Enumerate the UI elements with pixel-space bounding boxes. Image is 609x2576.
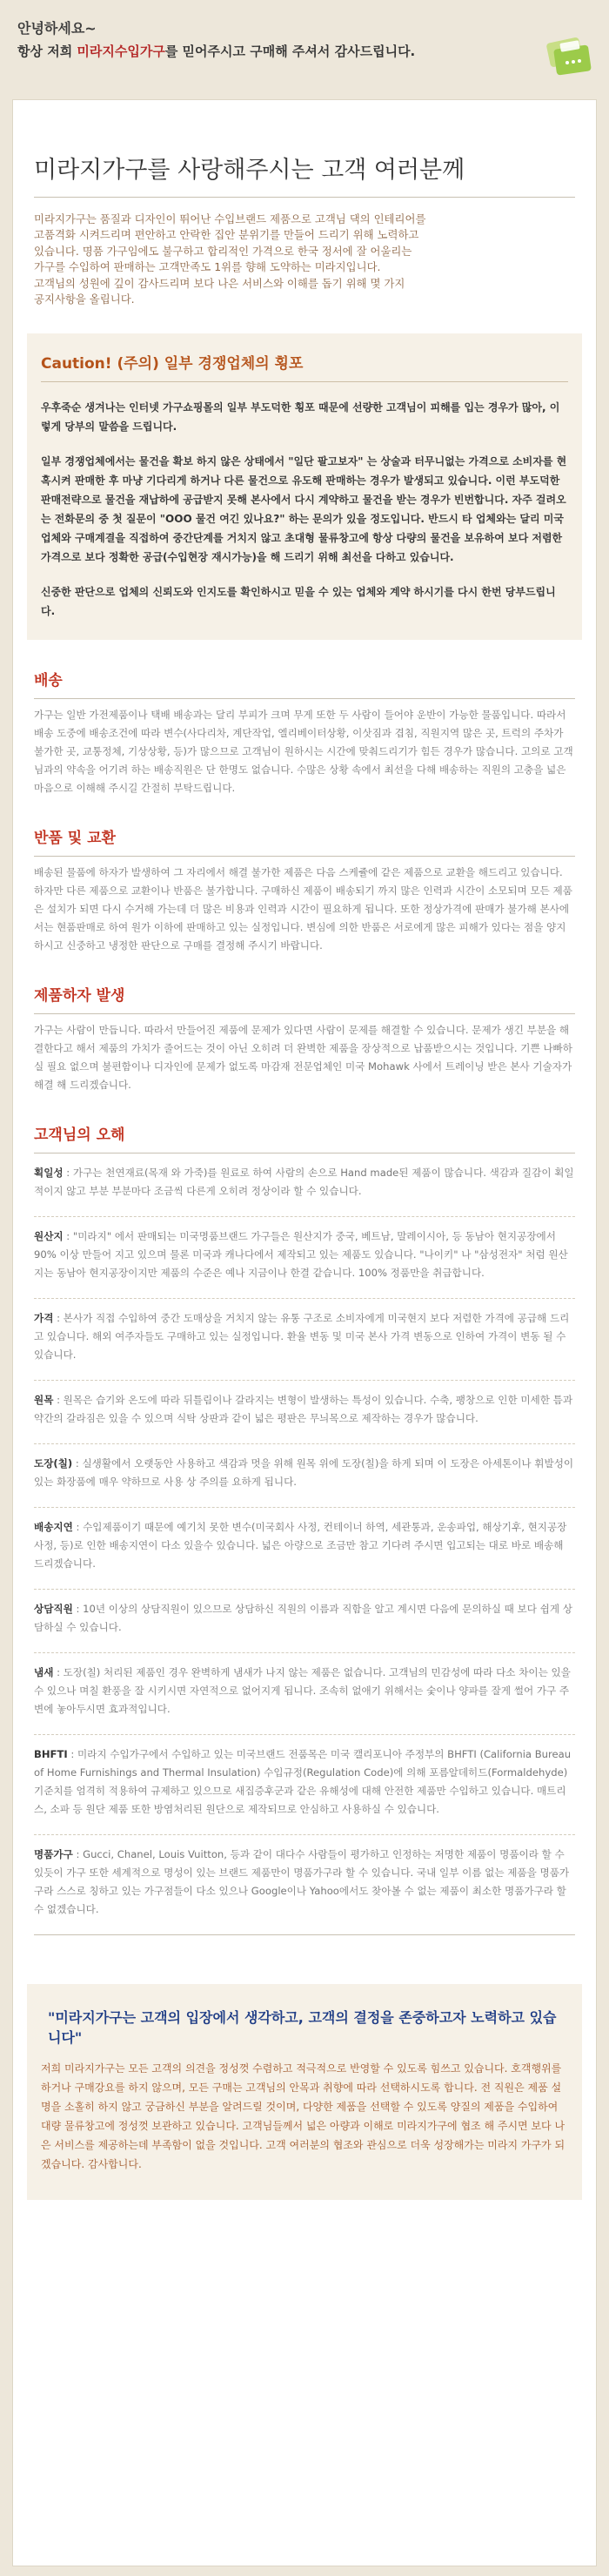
list-item (34, 1600, 575, 1653)
list-item (34, 1846, 575, 1935)
caution-divider (41, 381, 568, 382)
item-key: 획일성 (34, 1167, 64, 1180)
item-text: : 원목은 습기와 온도에 따라 뒤틀림이나 갈라지는 변형이 발생하는 특성이 있습니다. 수축, 팽창으로 인한 미세한 틈과 약간의 갈라짐은 있을 수 있으며 식탁 상판과 같이 넓은 평판은 무늬목으로 제작하는 경우가 많습니다. (34, 1394, 573, 1425)
lead-line: 가구를 수입하여 판매하는 고객만족도 1위를 향해 도약하는 미라지입니다. (34, 260, 381, 274)
section-shipping (34, 668, 575, 797)
item-text: : 실생활에서 오랫동안 사용하고 색감과 멋을 위해 원목 위에 도장(칠)을 하게 되며 이 도장은 아세톤이나 휘발성이 있는 화장품에 매우 약하므로 사용 상 주의를 요하게 됩니다. (34, 1457, 574, 1489)
section-body: 가구는 사람이 만듭니다. 따라서 만들어진 제품에 문제가 있다면 사람이 문제를 해결할 수 있습니다. 문제가 생긴 부분을 해결한다고 해서 제품의 가치가 줄어드는 것이 아닌 오히려 더 완벽한 제품을 장상적으로 납품받으시는 것입니다. 기쁜 나빠하실 필요 없으며 불편함이나 디자인에 문제가 없도록 마감재 전문업체인 미국 Mohawk 사에서 트레이닝 받은 본사 기술자가 해결 해 드리겠습니다. (34, 1024, 572, 1092)
section-body: 가구는 일반 가전제품이나 택배 배송과는 달리 부피가 크며 무게 또한 두 사람이 들어야 운반이 가능한 물품입니다. 따라서 배송 도중에 배송조건에 따라 변수(사다리차, 계단작업, 엘리베이터상황, 이삿짐과 겹침, 직원지역 많은 곳, 트럭의 주차가 불가한 곳, 교통정체, 기상상황, 등)가 많으므로 고객님이 원하시는 시간에 맞춰드리기가 힘든 경우가 많습니다. 고의로 고객님과의 약속을 어기려 하는 배송직원은 단 한명도 없습니다. 수많은 상황 속에서 최선을 다해 배송하는 직원의 고충을 넓은 마음으로 이해해 주시길 간절히 부탁드립니다. (34, 709, 573, 795)
note-bubble-icon (543, 30, 595, 78)
item-key: 가격 (34, 1312, 54, 1325)
lead-paragraph (34, 212, 575, 307)
item-text: : 10년 이상의 상담직원이 있으므로 상담하신 직원의 이름과 직함을 알고 계시면 다음에 문의하실 때 보다 쉽게 상담하실 수 있습니다. (34, 1603, 572, 1634)
lead-line: 고품격화 시켜드리며 편안하고 안락한 집안 분위기를 만들어 드리기 위해 노력하고 (34, 228, 419, 242)
section-title: 배송 (34, 672, 63, 690)
item-text: : "미라지" 에서 판매되는 미국명품브랜드 가구들은 원산지가 중국, 베트남, 말레이시아, 등 동남아 현지공장에서 90% 이상 만들어 지고 있으며 물론 미국과 캐나다에서 제작되고 있는 제품도 있습니다. "나이키" 나 "삼성전자" 처럼 원산지는 동남아 현지공장이지만 제품의 수준은 예나 지금이나 한결 같습니다. 100% 정품만을 취급합니다. (34, 1230, 568, 1280)
item-key: 원목 (34, 1394, 54, 1407)
section-divider (34, 698, 575, 699)
list-item (34, 1745, 575, 1835)
list-item (34, 1455, 575, 1508)
notice-card (12, 99, 597, 2566)
section-returns (34, 825, 575, 955)
caution-box (27, 333, 582, 640)
item-key: BHFTI (34, 1748, 68, 1761)
title-divider (34, 197, 575, 198)
greeting: 안녕하세요~ (17, 20, 97, 37)
intro-line (17, 42, 415, 60)
list-item (34, 1391, 575, 1444)
section-title: 반품 및 교환 (34, 830, 116, 848)
item-key: 원산지 (34, 1230, 64, 1243)
item-text: : Gucci, Chanel, Louis Vuitton, 등과 같이 대다수 사람들이 평가하고 인정하는 저명한 제품이 명품이라 할 수 있듯이 가구 또한 세계적으로 명성이 있는 브랜드 제품만이 명품가구라 할 수 있습니다. 국내 일부 이름 없는 제품을 명품가구라 스스로 칭하고 있는 가구점들이 다소 있으나 Google이나 Yahoo에서도 찾아볼 수 없는 제품이 최소한 명품가구라 할 수 없겠습니다. (34, 1848, 570, 1916)
section-misunderstandings (34, 1122, 575, 1935)
caution-paragraph: 신중한 판단으로 업체의 신뢰도와 인지도를 확인하시고 믿을 수 있는 업체와 계약 하시기를 다시 한번 당부드립니다. (41, 586, 556, 618)
item-text: : 본사가 직접 수입하여 중간 도매상을 거치지 않는 유통 구조로 소비자에게 미국현지 보다 저렴한 가격에 공급해 드리고 있습니다. 해외 여주자들도 구매하고 있는 실정입니다. 환율 변동 및 미국 본사 가격 변동으로 인하여 가격이 변동 될 수 있습니다. (34, 1312, 570, 1362)
page-title: 미라지가구를 사랑해주시는 고객 여러분께 (34, 157, 465, 184)
list-item (34, 1227, 575, 1299)
caution-paragraph: 일부 경쟁업체에서는 물건을 확보 하지 않은 상태에서 "일단 팔고보자" 는 상술과 터무니없는 가격으로 소비자를 현혹시켜 판매한 후 마냥 기다리게 하거나 다른 물건으로 유도해 판매하는 경우가 발생되고 있습니다. 이런 부도덕한 판매전략으로 물건을 재납하에 공급받지 못해 본사에서 다시 계약하고 물건을 받는 경우가 빈번합니다. 자주 걸려오는 전화문의 중 첫 질문이 "OOO 물건 여긴 있나요?" 하는 문의가 있을 정도입니다. 반드시 타 업체와는 달리 미국업체와 구매계결을 직접하여 중간단계를 거치지 않고 초대형 물류창고에 항상 다량의 물건을 보유하여 보다 저렴한 가격으로 보다 정확한 공급(수입현장 재시가능)을 해 드리기 위해 최선을 다하고 있습니다. (41, 455, 567, 564)
closing-body: 저희 미라지가구는 모든 고객의 의견을 정성껏 수렴하고 적극적으로 반영할 수 있도록 힘쓰고 있습니다. 호객행위를 하거나 구매강요를 하지 않으며, 모든 구매는 고객님의 안목과 취향에 따라 선택하시도록 합니다. 전 직원은 제품 설명을 소홀히 하지 않고 궁금하신 부분을 알려드릴 것이며, 다양한 제품을 선택할 수 있도록 양질의 제품을 수입하여 대량 물류창고에 정성껏 보관하고 있습니다. 고객님들께서 넓은 아량과 이해로 미라지가구에 협조 해 주시면 보다 나은 서비스를 제공하는데 부족함이 없을 것입니다. 고객 여러분의 협조와 관심으로 더욱 성장해가는 미라지 가구가 되겠습니다. 감사합니다. (41, 2062, 566, 2171)
intro-after: 를 믿어주시고 구매해 주셔서 감사드립니다. (164, 44, 416, 59)
section-body: 배송된 물품에 하자가 발생하여 그 자리에서 해결 불가한 제품은 다음 스케쥴에 같은 제품으로 교환을 해드리고 있습니다. 하자만 다른 제품으로 교환이나 반품은 불가합니다. 구매하신 제품이 배송되기 까지 많은 인력과 시간이 소모되며 모든 제품은 설치가 되면 다시 수거해 가는데 더 많은 비용과 인력과 시간이 필요하게 됩니다. 또한 정상가격에 판매가 불가해 본사에서는 현품판매로 하여 원가 이하에 판매하고 있는 실정입니다. 변심에 의한 반품은 서로에게 많은 피해가 있다는 점을 양지하시고 신중하고 냉정한 판단으로 구매를 결정해 주시기 바랍니다. (34, 866, 572, 952)
section-divider (34, 856, 575, 857)
lead-line: 미라지가구는 품질과 디자인이 뛰어난 수입브랜드 제품으로 고객님 댁의 인테리어를 (34, 212, 426, 225)
list-item (34, 1664, 575, 1735)
list-item (34, 1518, 575, 1590)
section-divider (34, 1013, 575, 1014)
intro-before: 항상 저희 (17, 44, 77, 59)
caution-paragraph: 우후죽순 생겨나는 인터넷 가구쇼핑몰의 일부 부도덕한 횡포 때문에 선량한 고객님이 피해를 입는 경우가 많아, 이렇게 당부의 말씀을 드립니다. (41, 401, 560, 434)
section-title: 제품하자 발생 (34, 987, 125, 1006)
header (0, 0, 609, 96)
list-item (34, 1309, 575, 1381)
brand-name: 미라지수입가구 (77, 44, 165, 59)
item-key: 배송지연 (34, 1521, 73, 1534)
item-key: 도장(칠) (34, 1457, 73, 1470)
closing-title: "미라지가구는 고객의 입장에서 생각하고, 고객의 결정을 존중하고자 노력하고 있습니다" (48, 2009, 557, 2047)
item-text: : 도장(칠) 처리된 제품인 경우 완벽하게 냄새가 나지 않는 제품은 없습니다. 고객님의 민감성에 따라 다소 차이는 있을 수 있으나 며칠 환풍을 잘 시키시면 자연적으로 없어지게 됩니다. 조속히 없애기 위해서는 숯이나 양파를 잘게 썰어 가구 주변에 놓아두시면 효과적입니다. (34, 1666, 571, 1716)
lead-line: 공지사항을 올립니다. (34, 293, 135, 306)
item-key: 명품가구 (34, 1848, 73, 1861)
item-key: 냄새 (34, 1666, 54, 1679)
lead-line: 있습니다. 명품 가구임에도 불구하고 합리적인 가격으로 한국 정서에 잘 어울리는 (34, 244, 412, 258)
closing-box (27, 1984, 582, 2200)
item-key: 상담직원 (34, 1603, 73, 1616)
item-text: : 가구는 천연재료(목재 와 가죽)를 원료로 하여 사람의 손으로 Hand made된 제품이 많습니다. 색감과 질감이 획일적이지 않고 부분 부분마다 조금씩 다른게 오히려 정상이라 할 수 있습니다. (34, 1167, 574, 1198)
lead-line: 고객님의 성원에 깊이 감사드리며 보다 나은 서비스와 이해를 돕기 위해 몇 가지 (34, 276, 405, 290)
item-text: : 수입제품이기 때문에 예기치 못한 변수(미국회사 사정, 컨테이너 하역, 세관통과, 운송파업, 해상기후, 현지공장사정, 등)로 인한 배송지연이 다소 있을수 있습니다. 넓은 아량으로 조금만 참고 기다려 주시면 입고되는 대로 바로 배송해 드리겠습니다. (34, 1521, 567, 1570)
item-text: : 미라지 수입가구에서 수입하고 있는 미국브랜드 전품목은 미국 캘리포니아 주정부의 BHFTI (California Bureau of Home Furnishings and Thermal Insulation) 수입규정(Regulation Code)에 의해 포름알데히드(Formaldehyde) 기준치를 엄격히 적용하여 규제하고 있으므로 새집증후군과 같은 유해성에 대해 안전한 제품만 수입하고 있습니다. 매트리스, 소파 등 원단 제품 또한 방염처리된 원단으로 제작되므로 안심하고 사용하실 수 있습니다. (34, 1748, 572, 1816)
section-title: 고객님의 오해 (34, 1127, 125, 1145)
list-item (34, 1164, 575, 1217)
section-defects (34, 983, 575, 1094)
caution-title: Caution! (주의) 일부 경쟁업체의 횡포 (41, 355, 304, 373)
